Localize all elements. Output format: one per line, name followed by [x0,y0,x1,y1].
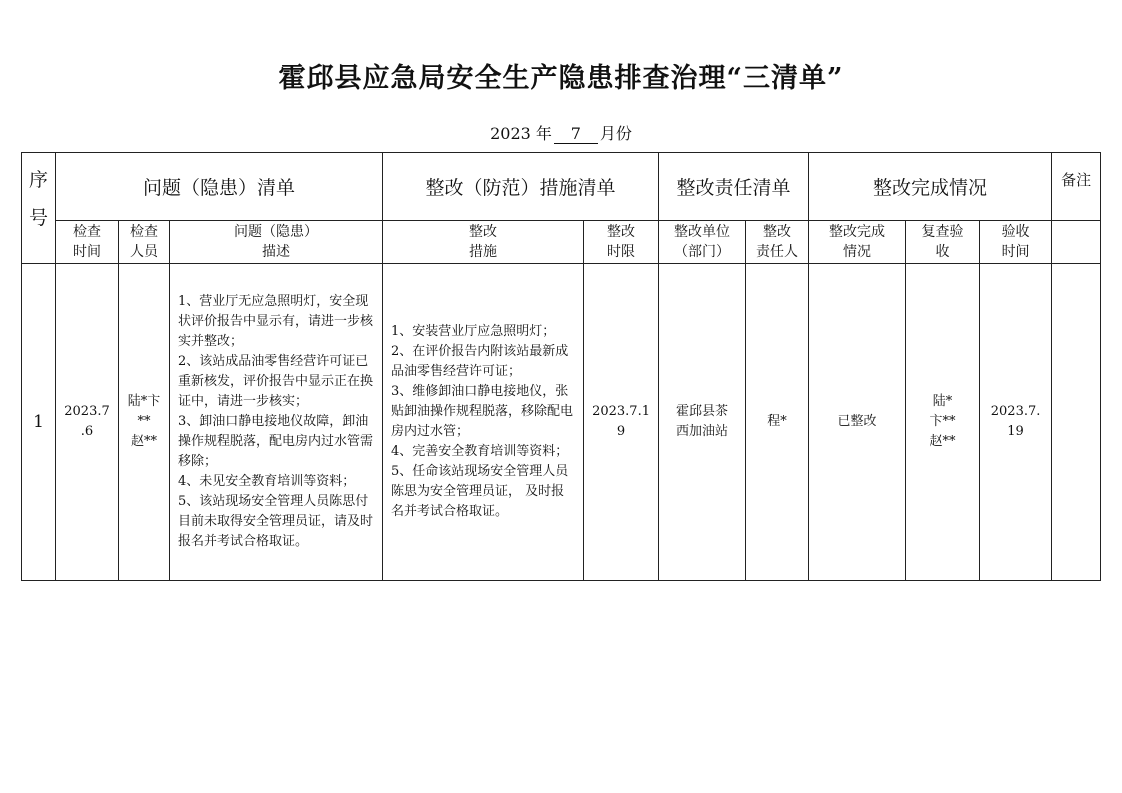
row-problem-desc: 1、营业厅无应急照明灯，安全现状评价报告中显示有，请进一步核实并整改； 2、该站成品油零售经营许可证已重新核发，评价报告中显示正在换证中，请进一步核实； 3、卸油口静电接地仪故障，卸油操作规程脱落，配电房内过水管需移除； 4、未见安全教育培训等资料； 5、该站现场安全管理人员陈思付目前未取得安全管理员证，请及时报名并考试合格取证。 [170,264,383,581]
inspector-header: 检查 人员 [119,221,170,264]
row-inspector: 陆*卞 ** 赵** [119,264,170,581]
remarks-header: 备注 [1052,153,1101,221]
table-row [22,264,1101,581]
measure-header: 整改 措施 [383,221,584,264]
year-label: 2023 年 [490,124,552,143]
row-measure: 1、安装营业厅应急照明灯； 2、在评价报告内附该站最新成品油零售经营许可证； 3、维修卸油口静电接地仪，张贴卸油操作规程脱落，移除配电房内过水管； 4、完善安全教育培训等资料； 5、任命该站现场安全管理人员陈思为安全管理员证， 及时报名并考试合格取证。 [383,264,584,581]
month-value: 7 [554,125,598,144]
person-header: 整改 责任人 [746,221,809,264]
month-line [0,121,1122,144]
responsibility-group-header: 整改责任清单 [659,153,809,221]
accept-time-header: 验收 时间 [980,221,1052,264]
row-unit: 霍邱县茶 西加油站 [659,264,746,581]
row-remarks [1052,264,1101,581]
document-title: 霍邱县应急局安全生产隐患排查治理“三清单” [278,63,844,94]
sub-header-row [22,221,1101,264]
unit-header: 整改单位 （部门） [659,221,746,264]
reviewer-header: 复查验 收 [906,221,980,264]
remarks-sub-header [1052,221,1101,264]
done-status-header: 整改完成 情况 [809,221,906,264]
row-deadline: 2023.7.1 9 [584,264,659,581]
row-done-status: 已整改 [809,264,906,581]
row-check-time: 2023.7 .6 [56,264,119,581]
month-suffix: 月份 [599,124,632,143]
row-person: 程* [746,264,809,581]
deadline-header: 整改 时限 [584,221,659,264]
group-header-row [22,153,1101,221]
hazard-checklist-table [21,152,1101,581]
measures-group-header: 整改（防范）措施清单 [383,153,659,221]
check-time-header: 检查 时间 [56,221,119,264]
row-accept-time: 2023.7. 19 [980,264,1052,581]
row-seq: 1 [22,264,56,581]
problem-desc-header: 问题（隐患） 描述 [170,221,383,264]
completion-group-header: 整改完成情况 [809,153,1052,221]
problems-group-header: 问题（隐患）清单 [56,153,383,221]
seq-header: 序 号 [22,153,56,264]
row-reviewer: 陆* 卞** 赵** [906,264,980,581]
